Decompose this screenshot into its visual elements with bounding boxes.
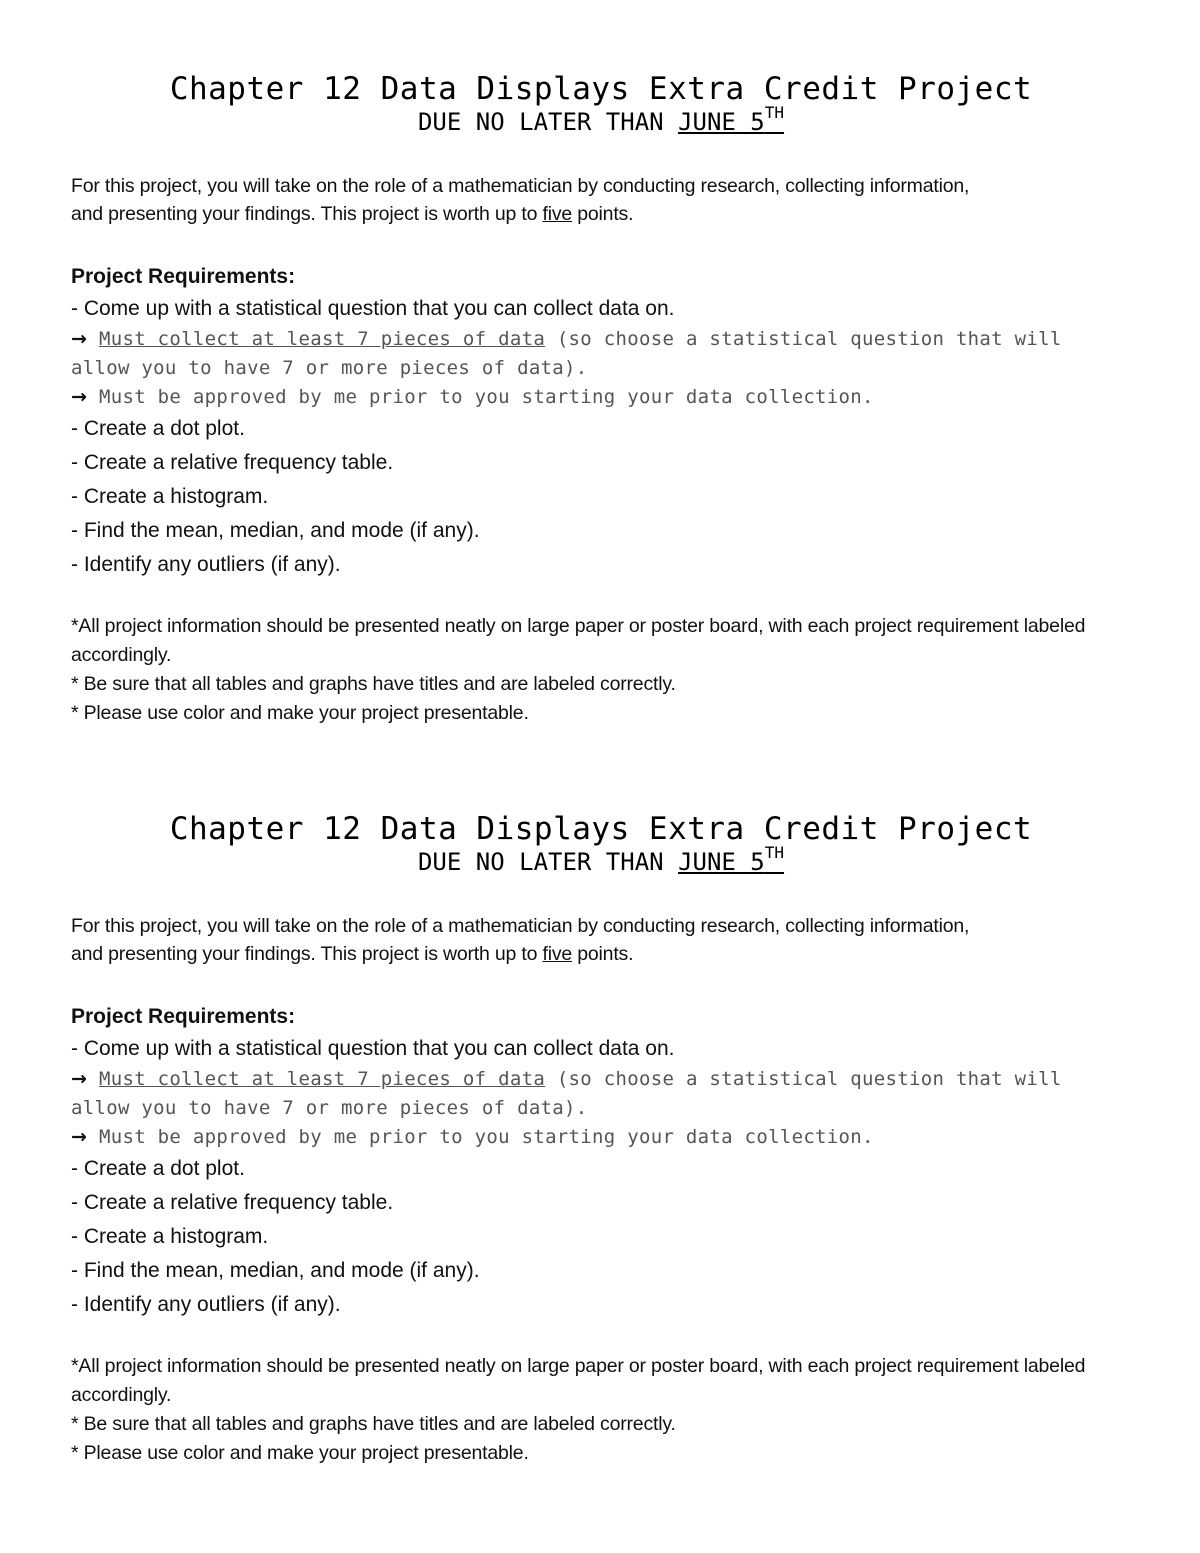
due-prefix: DUE NO LATER THAN xyxy=(417,848,679,876)
sub-requirement-approval xyxy=(71,1123,1131,1152)
handout-top xyxy=(71,70,1131,728)
intro-line-2-end: points. xyxy=(572,943,634,965)
right-arrow-icon: → xyxy=(71,1068,88,1090)
sub-requirement-rest: (so choose a statistical question that will allow you to have 7 or more pieces of data). xyxy=(71,328,1062,379)
intro-line-1: For this project, you will take on the role of a mathematician by conducting research, collecting information, xyxy=(71,915,970,937)
handout-bottom xyxy=(71,810,1131,1468)
intro-points: five xyxy=(542,203,573,225)
due-date-suffix: TH xyxy=(764,843,785,862)
sub-requirement-data-count xyxy=(71,1065,1131,1123)
sub-requirement-underlined: Must collect at least 7 pieces of data xyxy=(98,1068,546,1090)
intro-line-1: For this project, you will take on the role of a mathematician by conducting research, collecting information, xyxy=(71,175,970,197)
intro-paragraph xyxy=(71,912,1131,968)
sub-requirement-data-count xyxy=(71,325,1131,383)
right-arrow-icon: → xyxy=(71,386,88,408)
due-date xyxy=(678,843,785,876)
project-title: Chapter 12 Data Displays Extra Credit Project xyxy=(169,811,1033,847)
requirement-dot-plot: - Create a dot plot. xyxy=(71,1157,245,1180)
note-presentation: *All project information should be presented neatly on large paper or poster board, with each project requirement labeled accordingly. xyxy=(71,1355,1086,1406)
requirement-outliers: - Identify any outliers (if any). xyxy=(71,1293,341,1316)
note-titles: * Be sure that all tables and graphs have titles and are labeled correctly. xyxy=(71,673,676,695)
intro-points: five xyxy=(542,943,573,965)
sub-requirement-approval xyxy=(71,383,1131,412)
requirement-outliers: - Identify any outliers (if any). xyxy=(71,553,341,576)
note-color: * Please use color and make your project presentable. xyxy=(71,702,529,724)
requirement-relative-frequency: - Create a relative frequency table. xyxy=(71,1191,394,1214)
intro-line-2: and presenting your findings. This project is worth up to xyxy=(71,203,543,225)
due-prefix: DUE NO LATER THAN xyxy=(417,108,679,136)
requirements-heading: Project Requirements: xyxy=(71,265,296,288)
sub-requirement-rest: (so choose a statistical question that will allow you to have 7 or more pieces of data). xyxy=(71,1068,1062,1119)
requirement-histogram: - Create a histogram. xyxy=(71,485,269,508)
due-date-line xyxy=(71,103,1131,136)
sub-requirement-underlined: Must collect at least 7 pieces of data xyxy=(98,328,546,350)
right-arrow-icon: → xyxy=(71,328,88,350)
due-date-suffix: TH xyxy=(764,103,785,122)
note-color: * Please use color and make your project presentable. xyxy=(71,1442,529,1464)
note-presentation: *All project information should be presented neatly on large paper or poster board, with each project requirement labeled accordingly. xyxy=(71,615,1086,666)
requirement-dot-plot: - Create a dot plot. xyxy=(71,417,245,440)
sub-requirement-approval-text: Must be approved by me prior to you starting your data collection. xyxy=(98,1126,874,1148)
requirements-heading: Project Requirements: xyxy=(71,1005,296,1028)
due-date-text: JUNE 5 xyxy=(678,108,765,136)
sub-requirement-approval-text: Must be approved by me prior to you starting your data collection. xyxy=(98,386,874,408)
requirement-mean-median-mode: - Find the mean, median, and mode (if any). xyxy=(71,1259,480,1282)
requirement-question: - Come up with a statistical question that you can collect data on. xyxy=(71,297,675,320)
right-arrow-icon: → xyxy=(71,1126,88,1148)
project-title: Chapter 12 Data Displays Extra Credit Project xyxy=(169,71,1033,107)
intro-line-2: and presenting your findings. This project is worth up to xyxy=(71,943,543,965)
due-date-text: JUNE 5 xyxy=(678,848,765,876)
requirement-mean-median-mode: - Find the mean, median, and mode (if any). xyxy=(71,519,480,542)
intro-paragraph xyxy=(71,172,1131,228)
notes xyxy=(71,1352,1131,1468)
note-titles: * Be sure that all tables and graphs have titles and are labeled correctly. xyxy=(71,1413,676,1435)
notes xyxy=(71,612,1131,728)
due-date xyxy=(678,103,785,136)
requirement-question: - Come up with a statistical question that you can collect data on. xyxy=(71,1037,675,1060)
requirement-histogram: - Create a histogram. xyxy=(71,1225,269,1248)
requirement-relative-frequency: - Create a relative frequency table. xyxy=(71,451,394,474)
due-date-line xyxy=(71,843,1131,876)
intro-line-2-end: points. xyxy=(572,203,634,225)
